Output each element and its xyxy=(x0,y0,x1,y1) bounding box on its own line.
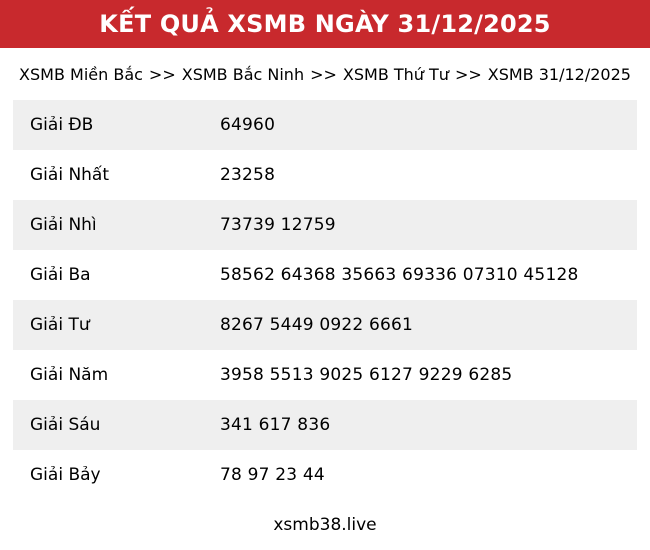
page-title: KẾT QUẢ XSMB NGÀY 31/12/2025 xyxy=(99,10,551,38)
breadcrumb xyxy=(0,48,650,100)
prize-numbers: 78 97 23 44 xyxy=(220,465,325,485)
prize-label: Giải Tư xyxy=(30,315,90,335)
page-header xyxy=(0,0,650,48)
breadcrumb-separator: >> xyxy=(310,64,337,84)
table-row-giai-sau xyxy=(13,400,637,450)
breadcrumb-item-mien-bac[interactable]: XSMB Miền Bắc xyxy=(19,64,143,84)
table-row-giai-nhi xyxy=(13,200,637,250)
table-row-giai-db xyxy=(13,100,637,150)
breadcrumb-item-date[interactable]: XSMB 31/12/2025 xyxy=(487,64,631,84)
prize-numbers: 73739 12759 xyxy=(220,215,336,235)
table-row-giai-nhat xyxy=(13,150,637,200)
prize-label: Giải Năm xyxy=(30,365,109,385)
breadcrumb-item-bac-ninh[interactable]: XSMB Bắc Ninh xyxy=(181,64,305,84)
prize-label: Giải Sáu xyxy=(30,415,101,435)
prize-label: Giải Nhì xyxy=(30,215,97,235)
prize-label: Giải Ba xyxy=(30,265,91,285)
table-row-giai-ba xyxy=(13,250,637,300)
site-name: xsmb38.live xyxy=(273,515,377,535)
prize-label: Giải ĐB xyxy=(30,115,94,135)
prize-numbers: 3958 5513 9025 6127 9229 6285 xyxy=(220,365,513,385)
table-row-giai-tu xyxy=(13,300,637,350)
breadcrumb-item-thu-tu[interactable]: XSMB Thứ Tư xyxy=(342,64,449,84)
prize-numbers: 341 617 836 xyxy=(220,415,331,435)
prize-label: Giải Bảy xyxy=(30,465,101,485)
breadcrumb-separator: >> xyxy=(454,64,482,84)
prize-numbers: 8267 5449 0922 6661 xyxy=(220,315,414,335)
results-table xyxy=(13,100,637,500)
table-row-giai-nam xyxy=(13,350,637,400)
prize-numbers: 23258 xyxy=(220,165,276,185)
prize-label: Giải Nhất xyxy=(30,165,110,185)
table-row-giai-bay xyxy=(13,450,637,500)
prize-numbers: 58562 64368 35663 69336 07310 45128 xyxy=(220,265,579,285)
breadcrumb-separator: >> xyxy=(148,64,176,84)
prize-numbers: 64960 xyxy=(220,115,276,135)
page-footer xyxy=(0,500,650,550)
